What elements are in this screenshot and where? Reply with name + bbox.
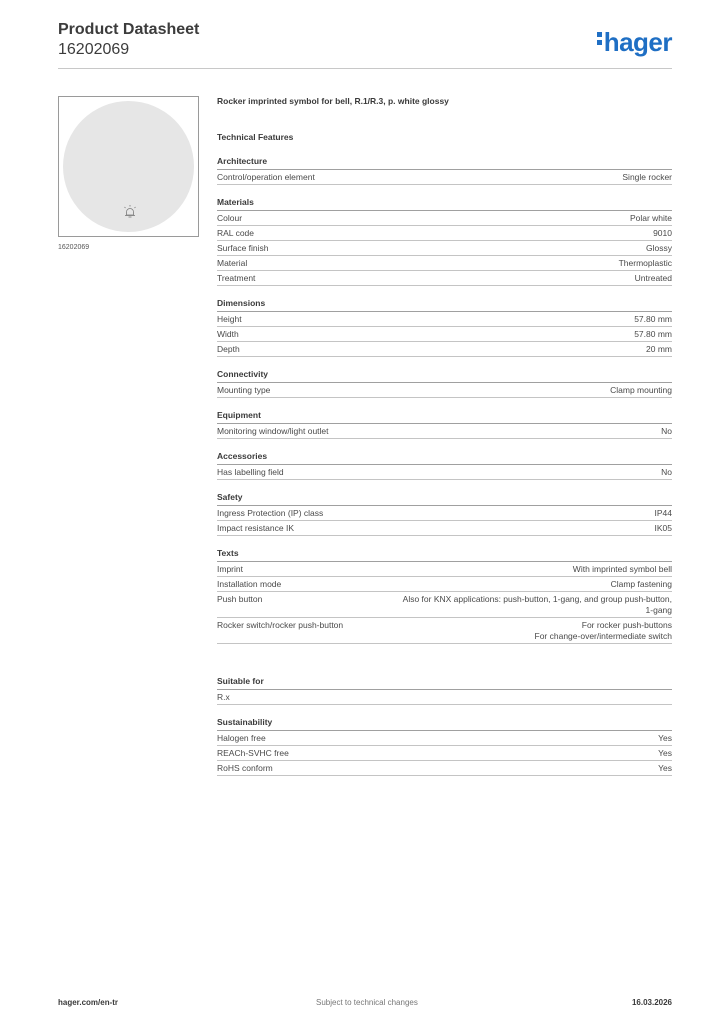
feature-label: Treatment xyxy=(217,273,256,283)
section-title: Architecture xyxy=(217,156,672,170)
feature-value: Yes xyxy=(658,748,672,758)
product-number: 16202069 xyxy=(58,41,130,58)
feature-label: RoHS conform xyxy=(217,763,273,773)
feature-section xyxy=(217,717,672,776)
feature-label: Monitoring window/light outlet xyxy=(217,426,329,436)
feature-label: Colour xyxy=(217,213,243,223)
page-title: Product Datasheet xyxy=(58,21,200,38)
feature-value: No xyxy=(661,426,672,436)
feature-row xyxy=(217,618,672,644)
section-title: Dimensions xyxy=(217,298,672,312)
feature-label: Material xyxy=(217,258,248,268)
logo-colon-icon xyxy=(597,29,602,48)
feature-value: Single rocker xyxy=(622,172,672,182)
feature-value: With imprinted symbol bell xyxy=(572,564,672,574)
feature-value: Untreated xyxy=(634,273,672,283)
feature-row xyxy=(217,562,672,577)
feature-row xyxy=(217,327,672,342)
feature-row xyxy=(217,170,672,185)
feature-row xyxy=(217,312,672,327)
feature-value: IK05 xyxy=(654,523,672,533)
feature-row xyxy=(217,271,672,286)
feature-row xyxy=(217,690,672,705)
section-title: Texts xyxy=(217,548,672,562)
feature-label: Ingress Protection (IP) class xyxy=(217,508,324,518)
logo-text: hager xyxy=(603,27,672,57)
section-title: Materials xyxy=(217,197,672,211)
feature-row xyxy=(217,731,672,746)
feature-row xyxy=(217,577,672,592)
feature-row xyxy=(217,241,672,256)
feature-label: Rocker switch/rocker push-button xyxy=(217,620,344,630)
section-title: Suitable for xyxy=(217,676,672,690)
feature-row xyxy=(217,256,672,271)
bell-icon xyxy=(123,205,137,219)
feature-label: Depth xyxy=(217,344,240,354)
feature-section xyxy=(217,369,672,398)
feature-value: Yes xyxy=(658,733,672,743)
feature-row xyxy=(217,592,672,618)
feature-value-line: 1-gang xyxy=(645,605,672,615)
feature-value xyxy=(535,620,672,642)
feature-label: Has labelling field xyxy=(217,467,284,477)
feature-value-line: Also for KNX applications: push-button, 1-gang, and group push-button, xyxy=(402,594,672,604)
feature-section xyxy=(217,197,672,286)
feature-value: Yes xyxy=(658,763,672,773)
feature-label: RAL code xyxy=(217,228,255,238)
feature-label: Imprint xyxy=(217,564,243,574)
feature-label: Height xyxy=(217,314,242,324)
feature-value: No xyxy=(661,467,672,477)
feature-value-line: For rocker push-buttons xyxy=(581,620,672,630)
section-title: Accessories xyxy=(217,451,672,465)
feature-value: Clamp mounting xyxy=(610,385,672,395)
feature-row xyxy=(217,424,672,439)
feature-label: Installation mode xyxy=(217,579,282,589)
feature-label: Width xyxy=(217,329,239,339)
feature-label: Halogen free xyxy=(217,733,266,743)
datasheet-content xyxy=(217,95,672,776)
section-title: Equipment xyxy=(217,410,672,424)
feature-value: IP44 xyxy=(654,508,672,518)
feature-row xyxy=(217,465,672,480)
feature-value: Clamp fastening xyxy=(610,579,672,589)
feature-section xyxy=(217,492,672,536)
feature-sections xyxy=(217,156,672,776)
feature-row xyxy=(217,342,672,357)
feature-row xyxy=(217,521,672,536)
section-gap xyxy=(217,644,672,664)
technical-features-title: Technical Features xyxy=(217,132,294,142)
feature-section xyxy=(217,410,672,439)
footer-note: Subject to technical changes xyxy=(316,998,418,1007)
product-image xyxy=(58,96,199,237)
feature-section xyxy=(217,451,672,480)
feature-value: 57.80 mm xyxy=(634,314,672,324)
feature-row xyxy=(217,226,672,241)
feature-label: Mounting type xyxy=(217,385,271,395)
header-divider xyxy=(58,68,672,69)
feature-section xyxy=(217,156,672,185)
footer-date: 16.03.2026 xyxy=(631,998,672,1007)
section-title: Safety xyxy=(217,492,672,506)
feature-value: 57.80 mm xyxy=(634,329,672,339)
feature-label: Control/operation element xyxy=(217,172,315,182)
page-header xyxy=(58,20,672,68)
image-caption: 16202069 xyxy=(58,244,90,251)
feature-row xyxy=(217,746,672,761)
product-name: Rocker imprinted symbol for bell, R.1/R.3, p. white glossy xyxy=(217,96,449,106)
feature-label: Impact resistance IK xyxy=(217,523,295,533)
feature-section xyxy=(217,676,672,705)
feature-value: 9010 xyxy=(653,228,672,238)
feature-label: R.x xyxy=(217,692,230,702)
feature-value-line: For change-over/intermediate switch xyxy=(534,631,672,641)
feature-label: Surface finish xyxy=(217,243,269,253)
feature-value: Thermoplastic xyxy=(618,258,672,268)
footer-website: hager.com/en-tr xyxy=(58,998,119,1007)
feature-section xyxy=(217,548,672,644)
feature-section xyxy=(217,298,672,357)
feature-row xyxy=(217,506,672,521)
feature-row xyxy=(217,211,672,226)
feature-value: 20 mm xyxy=(646,344,672,354)
feature-value: Glossy xyxy=(646,243,672,253)
feature-value xyxy=(403,594,672,616)
section-title: Connectivity xyxy=(217,369,672,383)
feature-row xyxy=(217,761,672,776)
feature-label: Push button xyxy=(217,594,263,604)
hager-logo xyxy=(597,28,672,56)
feature-value: Polar white xyxy=(629,213,672,223)
feature-row xyxy=(217,383,672,398)
feature-label: REACh-SVHC free xyxy=(217,748,289,758)
section-title: Sustainability xyxy=(217,717,672,731)
